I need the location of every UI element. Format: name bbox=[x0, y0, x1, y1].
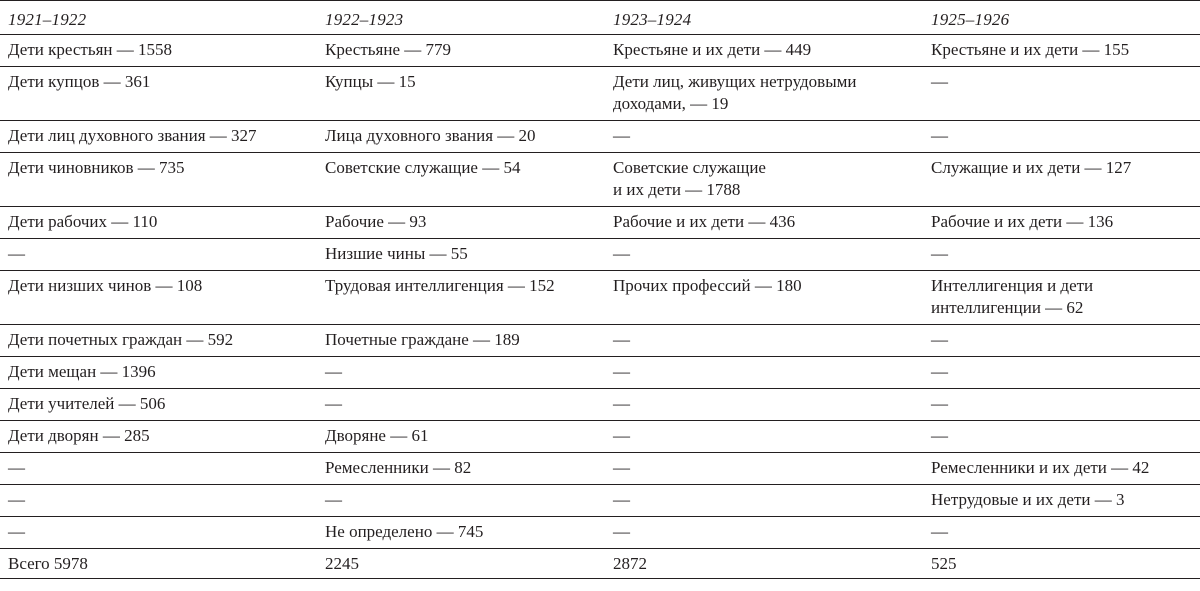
table-cell: — bbox=[605, 357, 923, 389]
header-year-1922-1923: 1922–1923 bbox=[317, 1, 605, 35]
table-cell: — bbox=[317, 357, 605, 389]
table-footer bbox=[0, 549, 1200, 579]
table-row bbox=[0, 271, 1200, 325]
table-cell: Купцы — 15 bbox=[317, 67, 605, 121]
table-row bbox=[0, 67, 1200, 121]
table-cell: — bbox=[0, 517, 317, 549]
table-cell: Дети купцов — 361 bbox=[0, 67, 317, 121]
table-body bbox=[0, 35, 1200, 549]
table-cell: Лица духовного звания — 20 bbox=[317, 121, 605, 153]
header-year-1925-1926: 1925–1926 bbox=[923, 1, 1200, 35]
table-cell: — bbox=[605, 239, 923, 271]
table-cell: — bbox=[605, 325, 923, 357]
table-row bbox=[0, 35, 1200, 67]
header-row bbox=[0, 1, 1200, 35]
table-cell: Нетрудовые и их дети — 3 bbox=[923, 485, 1200, 517]
table-cell: Советские служащие и их дети — 1788 bbox=[605, 153, 923, 207]
total-1922-1923: 2245 bbox=[317, 549, 605, 579]
table-row bbox=[0, 453, 1200, 485]
table-cell: Дети чиновников — 735 bbox=[0, 153, 317, 207]
table-cell: — bbox=[605, 389, 923, 421]
table-cell: Дети учителей — 506 bbox=[0, 389, 317, 421]
table-header bbox=[0, 1, 1200, 35]
table-cell: — bbox=[923, 121, 1200, 153]
table-cell: Служащие и их дети — 127 bbox=[923, 153, 1200, 207]
table-row bbox=[0, 121, 1200, 153]
table-cell: — bbox=[0, 453, 317, 485]
table-cell: Крестьяне и их дети — 155 bbox=[923, 35, 1200, 67]
totals-row bbox=[0, 549, 1200, 579]
table-row bbox=[0, 517, 1200, 549]
table-cell: — bbox=[605, 421, 923, 453]
table-cell: Трудовая интеллигенция — 152 bbox=[317, 271, 605, 325]
table-row bbox=[0, 485, 1200, 517]
table-cell: Дворяне — 61 bbox=[317, 421, 605, 453]
table-cell: Низшие чины — 55 bbox=[317, 239, 605, 271]
table-cell: Дети рабочих — 110 bbox=[0, 207, 317, 239]
table-cell: — bbox=[605, 485, 923, 517]
table-cell: — bbox=[923, 421, 1200, 453]
table-cell: — bbox=[923, 239, 1200, 271]
table-cell: Дети крестьян — 1558 bbox=[0, 35, 317, 67]
table-cell: Дети почетных граждан — 592 bbox=[0, 325, 317, 357]
table-cell: Интеллигенция и дети интеллигенции — 62 bbox=[923, 271, 1200, 325]
table-cell: Ремесленники — 82 bbox=[317, 453, 605, 485]
table-cell: Советские служащие — 54 bbox=[317, 153, 605, 207]
table-cell: Крестьяне и их дети — 449 bbox=[605, 35, 923, 67]
table-row bbox=[0, 421, 1200, 453]
table-cell: Дети низших чинов — 108 bbox=[0, 271, 317, 325]
table-cell: — bbox=[923, 517, 1200, 549]
table-cell: Рабочие и их дети — 436 bbox=[605, 207, 923, 239]
table-row bbox=[0, 325, 1200, 357]
table-cell: Дети мещан — 1396 bbox=[0, 357, 317, 389]
table-cell: Прочих профессий — 180 bbox=[605, 271, 923, 325]
table-cell: — bbox=[317, 485, 605, 517]
table-row bbox=[0, 207, 1200, 239]
total-1923-1924: 2872 bbox=[605, 549, 923, 579]
table-cell: — bbox=[0, 485, 317, 517]
table-cell: — bbox=[923, 357, 1200, 389]
table-cell: — bbox=[605, 453, 923, 485]
table-cell: — bbox=[923, 325, 1200, 357]
table-cell: — bbox=[605, 517, 923, 549]
table-row bbox=[0, 153, 1200, 207]
table-cell: — bbox=[923, 67, 1200, 121]
table-cell: Не определено — 745 bbox=[317, 517, 605, 549]
table-cell: Дети лиц духовного звания — 327 bbox=[0, 121, 317, 153]
table-cell: — bbox=[923, 389, 1200, 421]
table-cell: Рабочие — 93 bbox=[317, 207, 605, 239]
table-cell: Почетные граждане — 189 bbox=[317, 325, 605, 357]
table-cell: Рабочие и их дети — 136 bbox=[923, 207, 1200, 239]
total-1925-1926: 525 bbox=[923, 549, 1200, 579]
table-cell: Дети лиц, живущих нетрудовыми доходами, — 19 bbox=[605, 67, 923, 121]
table-cell: Крестьяне — 779 bbox=[317, 35, 605, 67]
header-year-1921-1922: 1921–1922 bbox=[0, 1, 317, 35]
header-year-1923-1924: 1923–1924 bbox=[605, 1, 923, 35]
table-row bbox=[0, 389, 1200, 421]
table-cell: — bbox=[605, 121, 923, 153]
table-cell: — bbox=[317, 389, 605, 421]
table-cell: Ремесленники и их дети — 42 bbox=[923, 453, 1200, 485]
table-cell: Дети дворян — 285 bbox=[0, 421, 317, 453]
table-row bbox=[0, 357, 1200, 389]
table-row bbox=[0, 239, 1200, 271]
total-1921-1922: Всего 5978 bbox=[0, 549, 317, 579]
table-cell: — bbox=[0, 239, 317, 271]
